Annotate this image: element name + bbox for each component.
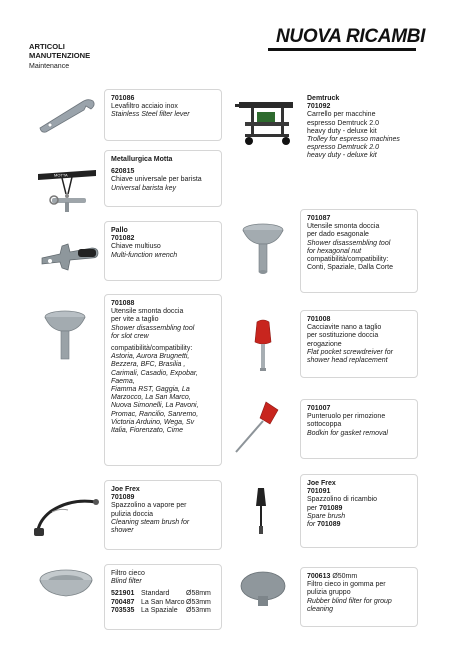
product-desc-it-2: per 701089 <box>307 504 343 512</box>
product-desc-en-2: for 701089 <box>307 521 341 529</box>
product-desc-it-2: per vite a taglio <box>111 316 159 324</box>
product-card-701086 <box>104 89 222 141</box>
product-code: 701091 <box>307 488 331 496</box>
product-desc-it-1: Spazzolino a vapore per <box>111 502 187 510</box>
steam-brush-image <box>30 490 102 540</box>
product-desc-en: Multi-function wrench <box>111 251 178 259</box>
filter-lever-image <box>36 94 98 134</box>
product-desc-it-1: Cacciavite nano a taglio <box>307 324 382 332</box>
product-desc-en-3: heavy duty - deluxe kit <box>307 152 377 160</box>
compat-label: compatibilità/compatibility: <box>111 345 193 353</box>
product-desc-it-1: Spazzolino di ricambio <box>307 496 378 504</box>
product-desc-en-2: shower head replacement <box>307 357 388 365</box>
product-brand: Joe Frex <box>111 486 140 493</box>
svg-text:MOTTA: MOTTA <box>54 172 68 178</box>
nano-screwdriver-image <box>243 318 283 376</box>
product-code: 701007 <box>307 405 331 412</box>
product-desc-it: Chiave multiuso <box>111 243 161 251</box>
compat-line: Carimali, Casadio, Expobar, <box>111 369 198 377</box>
compat-line: Nuova Simonelli, La Pavoni, <box>111 402 199 410</box>
product-brand: Demtruck <box>307 95 340 102</box>
title-line-2: MANUTENZIONE <box>29 51 91 60</box>
rubber-blind-filter-image <box>236 566 290 610</box>
product-desc-en-2: for slot crew <box>111 332 149 340</box>
product-desc-it-2: per dado esagonale <box>307 231 369 239</box>
product-desc-en: Stainless Steel filter lever <box>111 111 190 119</box>
product-desc-it: Filtro cieco <box>111 570 145 577</box>
product-desc-it-1: Utensile smonta doccia <box>111 308 184 316</box>
compat-list: Conti, Spaziale, Dalla Corte <box>307 264 393 272</box>
product-desc-en: Blind filter <box>111 578 142 586</box>
page-subtitle: Maintenance <box>29 63 70 70</box>
compat-line: Marzocco, La San Marco, <box>111 394 191 402</box>
blind-filter-row-1: 700487 La San MarcoØ53mm <box>111 598 211 606</box>
hex-shower-tool-image <box>238 218 288 278</box>
product-desc-en-1: Rubber blind filter for group <box>307 597 392 605</box>
product-code-size: 700613 Ø50mm <box>307 573 358 580</box>
title-line-1: ARTICOLI <box>29 42 65 51</box>
trolley-image <box>231 92 299 148</box>
brand-logo: NUOVA RICAMBI <box>276 26 426 47</box>
compat-line: Fiamma RST, Gaggia, La <box>111 386 190 394</box>
product-brand: Pallo <box>111 227 128 234</box>
product-desc-it-2: pulizia gruppo <box>307 589 351 597</box>
product-desc-en-2: cleaning <box>307 605 334 613</box>
blind-filter-image <box>36 566 96 602</box>
product-card-701082 <box>104 221 222 281</box>
bodkin-image <box>232 396 288 456</box>
product-code: 701008 <box>307 316 331 323</box>
product-desc-it-2: pulizia doccia <box>111 510 154 518</box>
blind-filter-row-0: 521901 Standard Ø58mm <box>111 590 211 598</box>
product-desc-it-1: Carrello per macchine <box>307 111 376 119</box>
product-brand: Joe Frex <box>307 480 336 487</box>
product-desc-en-2: for hexagonal nut <box>307 247 362 255</box>
product-card-blind-filter <box>104 564 222 630</box>
blind-filter-row-2: 703535 La Spaziale Ø53mm <box>111 606 211 614</box>
product-desc-it-1: Utensile smonta doccia <box>307 223 380 231</box>
compat-line: Italia, Fiorenzato, Cime <box>111 427 183 435</box>
product-desc-it-1: Filtro cieco in gomma per <box>307 581 386 589</box>
spare-brush-image <box>248 486 274 536</box>
product-desc-en-1: Shower disassembling tool <box>111 324 195 332</box>
multi-wrench-image <box>36 236 102 276</box>
product-code: 620815 <box>111 168 135 176</box>
product-card-620815 <box>104 150 222 207</box>
product-card-700613 <box>300 567 418 627</box>
product-card-701007 <box>300 399 418 459</box>
compat-line: Astoria, Aurora Brugnetti, <box>111 353 190 361</box>
compat-label: compatibilità/compatibility: <box>307 256 389 264</box>
product-desc-en-1: Spare brush <box>307 512 346 520</box>
product-card-701088 <box>104 294 222 466</box>
product-desc-it-2: sottocoppa <box>307 421 342 429</box>
barista-key-image <box>32 160 102 215</box>
product-code: 701086 <box>111 95 135 102</box>
product-desc-it-3: erogazione <box>307 340 342 348</box>
product-card-701092 <box>300 89 418 181</box>
product-brand: Metallurgica Motta <box>111 156 173 163</box>
product-card-701087 <box>300 209 418 293</box>
product-desc-en: Universal barista key <box>111 184 176 192</box>
page-title <box>29 42 90 60</box>
product-card-701091 <box>300 474 418 548</box>
product-desc-en-2: espresso Demtruck 2.0 <box>307 144 379 152</box>
product-code: 701082 <box>111 235 135 243</box>
product-code: 701088 <box>111 300 135 307</box>
compat-line: Promac, Rancilio, Sanremo, <box>111 410 199 418</box>
compat-line: Victoria Arduino, Wega, Sv <box>111 418 195 426</box>
brand-underline <box>268 48 416 51</box>
product-desc-en-1: Cleaning steam brush for <box>111 518 190 526</box>
product-desc-it: Chiave universale per barista <box>111 176 202 184</box>
product-desc-en-1: Flat pocket screwdreiver for <box>307 348 393 356</box>
product-card-701089 <box>104 480 222 550</box>
product-desc-it-2: per sostituzione doccia <box>307 332 379 340</box>
product-desc-en: Bodkin for gasket removal <box>307 429 388 437</box>
product-desc-it-1: Punteruolo per rimozione <box>307 413 386 421</box>
product-desc-en-2: shower <box>111 527 134 535</box>
product-desc-it-2: espresso Demtruck 2.0 <box>307 119 379 127</box>
product-code: 701092 <box>307 103 331 111</box>
slot-shower-tool-image <box>40 306 90 364</box>
product-desc-it: Levafiltro acciaio inox <box>111 103 178 111</box>
product-desc-it-3: heavy duty - deluxe kit <box>307 127 377 135</box>
product-code: 701087 <box>307 215 331 222</box>
compat-line: Faema, <box>111 377 135 385</box>
compat-line: Bezzera, BFC, Brasilia , <box>111 361 186 369</box>
product-code: 701089 <box>111 494 135 502</box>
product-desc-en-1: Shower disassembling tool <box>307 239 391 247</box>
product-card-701008 <box>300 310 418 378</box>
product-desc-en-1: Trolley for espresso machines <box>307 136 400 144</box>
